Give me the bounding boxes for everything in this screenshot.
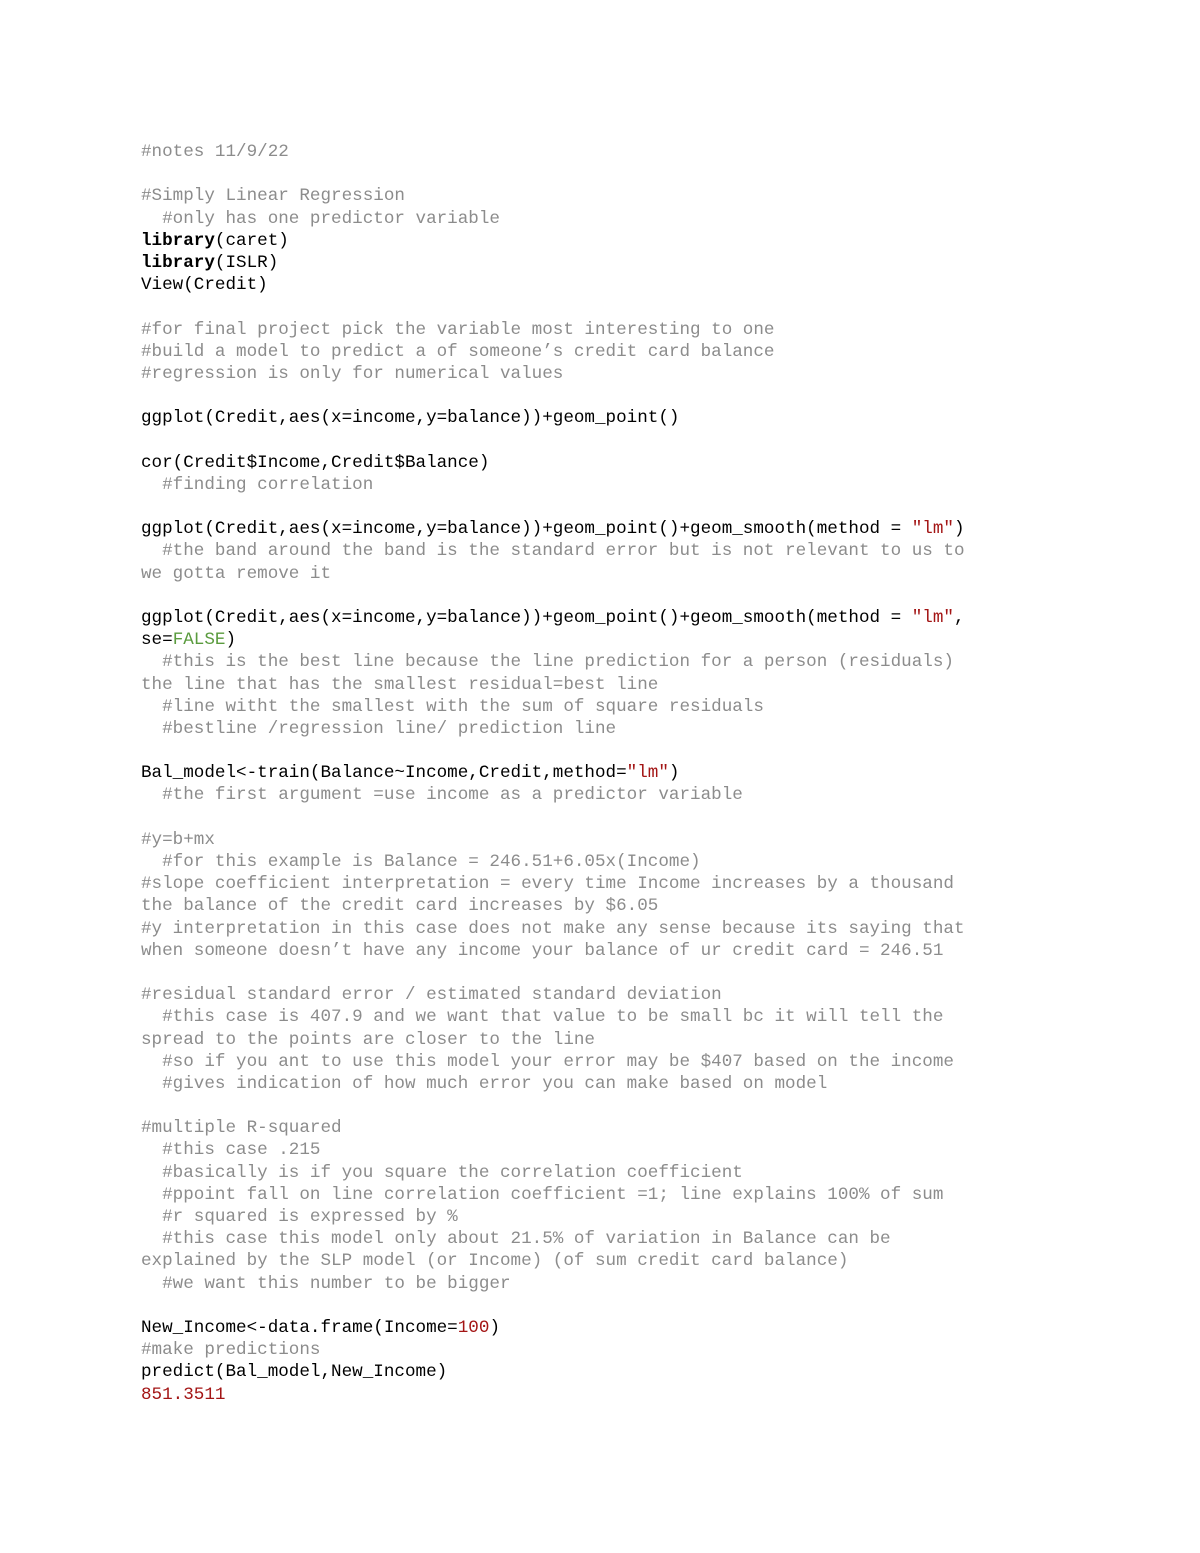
code-listing [141,141,1141,1406]
code-line [141,296,1141,318]
comment-text: #gives indication of how much error you can make based on model [141,1073,828,1094]
comment-text: #notes 11/9/22 [141,142,289,162]
code-line [141,274,1141,296]
comment-text: spread to the points are closer to the line [141,1029,595,1050]
comment-text: we gotta remove it [141,563,332,584]
code-line [141,141,1141,163]
comment-text: the balance of the credit card increases by $6.05 [141,896,659,917]
code-line [141,319,1141,341]
comment-text: #this case this model only about 21.5% of variation in Balance can be [141,1229,891,1250]
code-line [141,496,1141,518]
comment-text: #this case .215 [141,1140,321,1161]
code-line [141,873,1141,895]
code-line [141,363,1141,385]
comment-text: #bestline /regression line/ prediction line [141,718,617,739]
code-text: ggplot(Credit,aes(x=income,y=balance))+geom_point() [141,408,680,429]
comment-text: #y=b+mx [141,829,215,850]
code-line [141,1206,1141,1228]
code-line [141,895,1141,917]
code-text: (caret) [214,230,289,251]
code-line [141,829,1141,851]
code-text: (ISLR) [214,252,279,273]
comment-text: #multiple R-squared [141,1118,342,1139]
comment-text: #make predictions [141,1340,321,1361]
code-line [141,1250,1141,1272]
code-line [141,1384,1141,1406]
code-line [141,740,1141,762]
code-line [141,563,1141,585]
code-text: library [141,230,215,251]
code-line [141,1228,1141,1250]
code-line [141,518,1141,540]
code-line [141,1117,1141,1139]
code-line [141,1051,1141,1073]
comment-text: #this is the best line because the line prediction for a person (residuals) [141,652,954,673]
code-line [141,651,1141,673]
comment-text: #the band around the band is the standard error but is not relevant to us to [141,541,965,562]
code-line [141,585,1141,607]
code-line [141,851,1141,873]
code-line [141,1184,1141,1206]
code-text: FALSE [172,630,226,651]
code-line [141,962,1141,984]
code-line [141,1029,1141,1051]
code-line [141,1339,1141,1361]
comment-text: #for final project pick the variable most interesting to one [141,319,775,340]
code-line [141,696,1141,718]
code-line [141,185,1141,207]
code-line [141,1073,1141,1095]
code-text: View(Credit) [141,275,268,296]
code-line [141,940,1141,962]
comment-text: #basically is if you square the correlation coefficient [141,1162,743,1183]
code-text: cor(Credit$Income,Credit$Balance) [141,452,490,473]
code-line [141,807,1141,829]
code-line [141,1162,1141,1184]
code-text: ggplot(Credit,aes(x=income,y=balance))+geom_point()+geom_smooth(method = [141,519,912,540]
code-line [141,341,1141,363]
comment-text: #regression is only for numerical values [141,363,564,384]
code-text: se= [141,630,173,651]
comment-text: #slope coefficient interpretation = every time Income increases by a thousand [141,874,954,895]
code-text: New_Income<-data.frame(Income= [141,1317,458,1338]
code-text: "lm" [911,519,954,540]
code-line [141,1317,1141,1339]
code-line [141,407,1141,429]
code-text: , [953,607,965,628]
code-line [141,1361,1141,1383]
comment-text: #finding correlation [141,474,374,495]
code-text: "lm" [626,763,669,784]
comment-text: when someone doesn’t have any income your balance of ur credit card = 246.51 [141,940,944,961]
code-line [141,1295,1141,1317]
code-line [141,429,1141,451]
comment-text: #build a model to predict a of someone’s credit card balance [141,341,775,362]
code-text: 100 [457,1317,490,1338]
code-line [141,252,1141,274]
code-line [141,1273,1141,1295]
comment-text: #y interpretation in this case does not make any sense because its saying that [141,918,965,939]
comment-text: #we want this number to be bigger [141,1273,511,1294]
comment-text: #this case is 407.9 and we want that value to be small bc it will tell the [141,1007,944,1028]
comment-text: #Simply Linear Regression [141,186,405,207]
comment-text: #r squared is expressed by % [141,1207,458,1227]
code-line [141,1006,1141,1028]
comment-text: explained by the SLP model (or Income) (of sum credit card balance) [141,1251,849,1272]
code-line [141,762,1141,784]
code-line [141,385,1141,407]
comment-text: #the first argument =use income as a predictor variable [141,785,743,806]
code-line [141,540,1141,562]
comment-text: #for this example is Balance = 246.51+6.05x(Income) [141,852,701,872]
code-text: 851.3511 [141,1384,226,1405]
code-text: library [141,252,215,273]
code-line [141,629,1141,651]
code-text: ) [668,763,680,784]
code-line [141,607,1141,629]
code-line [141,1095,1141,1117]
comment-text: the line that has the smallest residual=best line [141,674,659,695]
code-text: "lm" [911,607,954,628]
code-text: Bal_model<-train(Balance~Income,Credit,method= [141,763,627,784]
code-text: predict(Bal_model,New_Income) [141,1362,448,1383]
code-line [141,474,1141,496]
code-line [141,984,1141,1006]
code-line [141,718,1141,740]
code-line [141,230,1141,252]
code-text: ) [489,1317,500,1338]
code-line [141,784,1141,806]
comment-text: #only has one predictor variable [141,208,500,229]
code-line [141,163,1141,185]
code-line [141,674,1141,696]
code-line [141,452,1141,474]
code-text: ggplot(Credit,aes(x=income,y=balance))+geom_point()+geom_smooth(method = [141,607,912,628]
code-text: ) [953,519,965,540]
code-line [141,1139,1141,1161]
comment-text: #so if you ant to use this model your error may be $407 based on the income [141,1051,954,1072]
code-line [141,208,1141,230]
code-text: ) [225,630,237,651]
comment-text: #line witht the smallest with the sum of square residuals [141,696,764,717]
code-line [141,918,1141,940]
comment-text: #residual standard error / estimated standard deviation [141,985,722,1006]
comment-text: #ppoint fall on line correlation coefficient =1; line explains 100% of sum [141,1184,944,1205]
